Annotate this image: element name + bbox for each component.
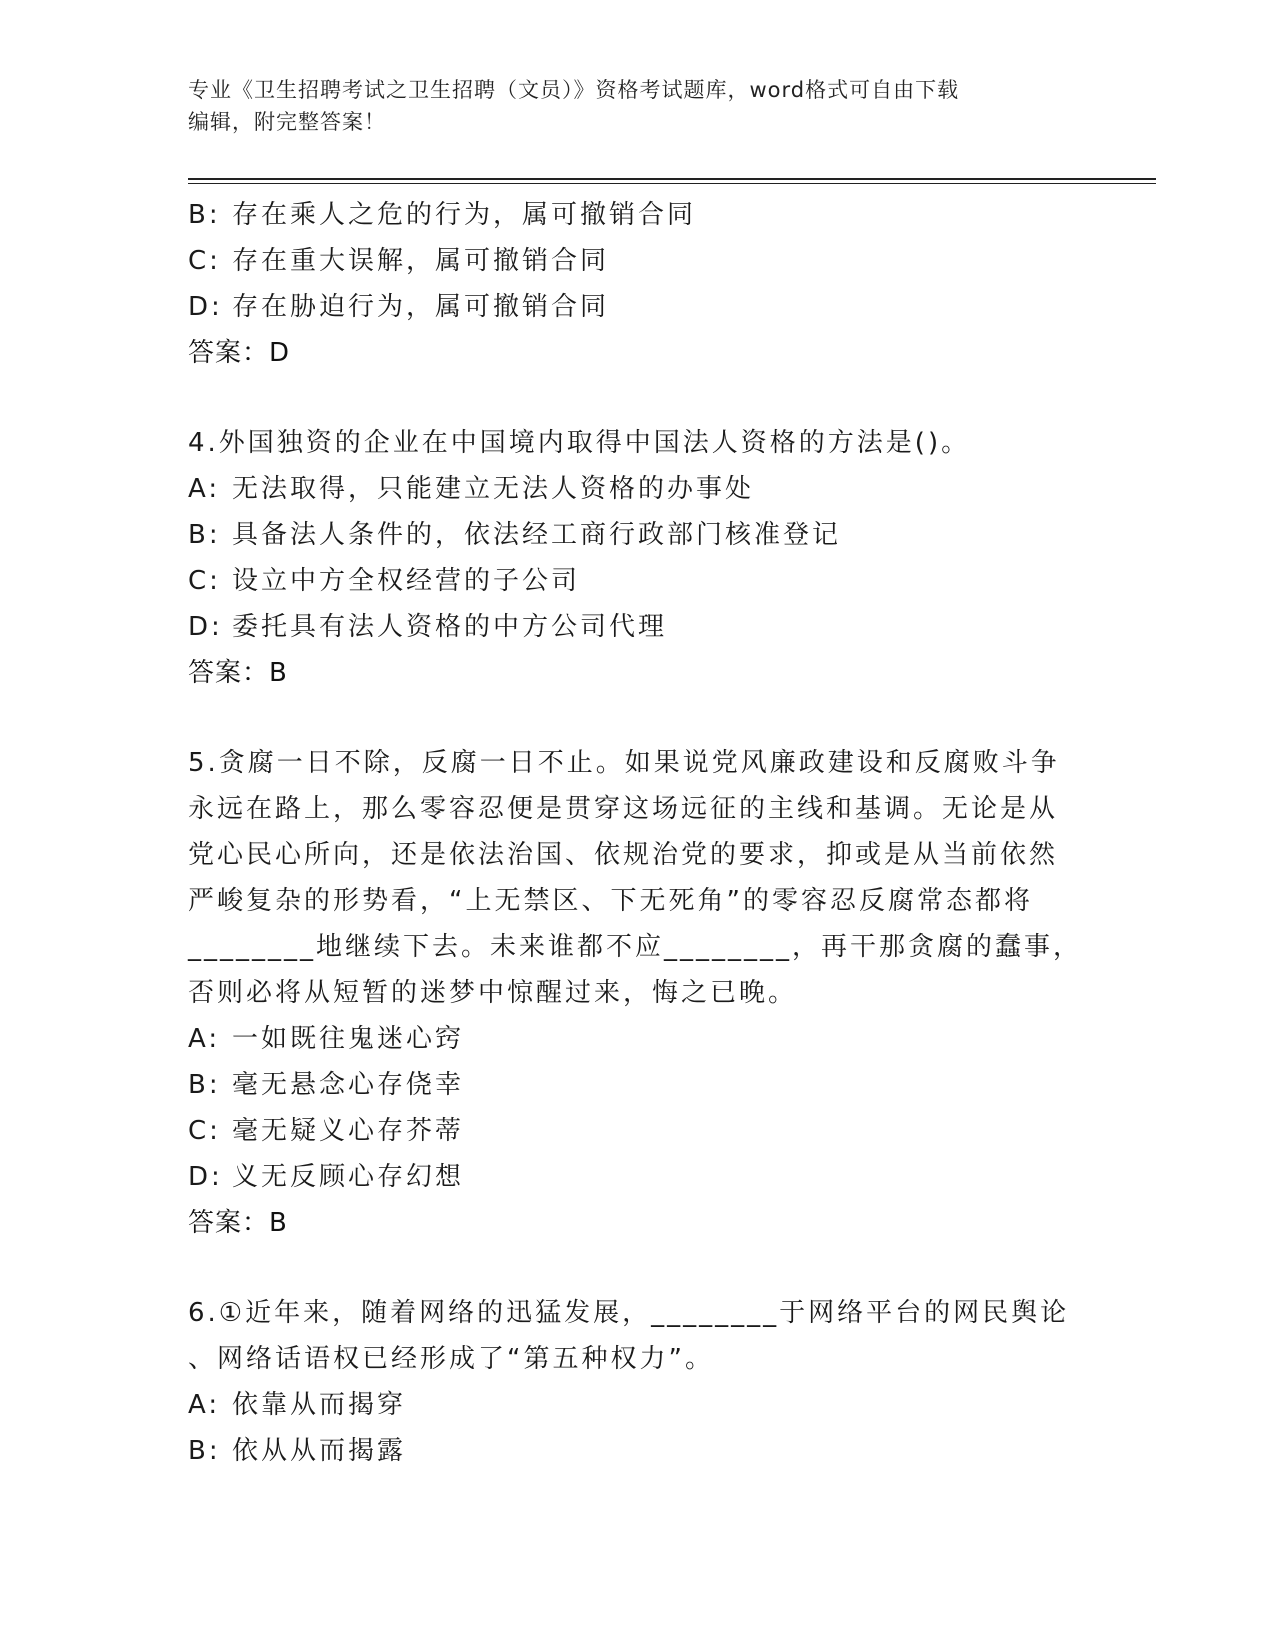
header-divider-thick xyxy=(188,178,1156,180)
question-stem xyxy=(188,740,1083,1016)
option-letter: C: xyxy=(188,566,221,596)
option-text: 设立中方全权经营的子公司 xyxy=(232,566,581,596)
option-d xyxy=(188,284,1068,330)
option-text: 存在胁迫行为，属可撤销合同 xyxy=(232,292,610,322)
option-letter: B: xyxy=(188,1436,221,1466)
option-letter: A: xyxy=(188,1390,221,1420)
option-letter: B: xyxy=(188,200,221,230)
option-letter: A: xyxy=(188,474,221,504)
stem-line: 6.①近年来，随着网络的迅猛发展，________于网络平台的网民舆论 xyxy=(188,1298,1070,1328)
option-letter: C: xyxy=(188,1116,221,1146)
answer: 答案：B xyxy=(188,658,288,688)
header-line-1: 专业《卫生招聘考试之卫生招聘（文员）》资格考试题库，word格式可自由下载 xyxy=(188,78,960,102)
option-text: 委托具有法人资格的中方公司代理 xyxy=(232,612,668,642)
option-c xyxy=(188,558,1068,604)
option-text: 存在乘人之危的行为，属可撤销合同 xyxy=(232,200,697,230)
option-d xyxy=(188,604,1068,650)
option-letter: B: xyxy=(188,1070,221,1100)
option-text: 毫无疑义心存芥蒂 xyxy=(232,1116,465,1146)
option-text: 存在重大误解，属可撤销合同 xyxy=(232,246,610,276)
option-letter: D: xyxy=(188,612,223,642)
header-line-2: 编辑，附完整答案！ xyxy=(188,110,386,134)
question-4 xyxy=(188,420,1068,696)
question-3 xyxy=(188,192,1068,376)
option-a xyxy=(188,1382,1068,1428)
stem-line: 严峻复杂的形势看，“上无禁区、下无死角”的零容忍反腐常态都将 xyxy=(188,886,1033,916)
option-b xyxy=(188,1062,1068,1108)
option-text: 义无反顾心存幻想 xyxy=(232,1162,465,1192)
question-6 xyxy=(188,1290,1068,1474)
option-letter: D: xyxy=(188,292,223,322)
option-d xyxy=(188,1154,1068,1200)
stem-line: ________地继续下去。未来谁都不应________，再干那贪腐的蠢事， xyxy=(188,932,1083,962)
option-c xyxy=(188,1108,1068,1154)
option-letter: B: xyxy=(188,520,221,550)
answer: 答案：D xyxy=(188,338,291,368)
option-letter: A: xyxy=(188,1024,221,1054)
option-c xyxy=(188,238,1068,284)
stem-line: 党心民心所向，还是依法治国、依规治党的要求，抑或是从当前依然 xyxy=(188,840,1059,870)
document-header xyxy=(188,74,1068,138)
option-letter: C: xyxy=(188,246,221,276)
option-text: 依靠从而揭穿 xyxy=(232,1390,407,1420)
option-b xyxy=(188,512,1068,558)
option-b xyxy=(188,1428,1068,1474)
option-text: 毫无悬念心存侥幸 xyxy=(232,1070,465,1100)
option-text: 一如既往鬼迷心窍 xyxy=(232,1024,465,1054)
option-text: 具备法人条件的，依法经工商行政部门核准登记 xyxy=(232,520,842,550)
stem-line: 5.贪腐一日不除，反腐一日不止。如果说党风廉政建设和反腐败斗争 xyxy=(188,748,1060,778)
option-text: 依从从而揭露 xyxy=(232,1436,407,1466)
option-b xyxy=(188,192,1068,238)
stem-line: 否则必将从短暂的迷梦中惊醒过来，悔之已晚。 xyxy=(188,978,798,1008)
header-divider-thin xyxy=(188,183,1156,184)
question-5 xyxy=(188,740,1083,1246)
stem-line: 永远在路上，那么零容忍便是贯穿这场远征的主线和基调。无论是从 xyxy=(188,794,1059,824)
answer: 答案：B xyxy=(188,1208,288,1238)
option-a xyxy=(188,466,1068,512)
question-stem xyxy=(188,1290,1068,1382)
option-text: 无法取得，只能建立无法人资格的办事处 xyxy=(232,474,755,504)
question-content xyxy=(188,192,1083,1474)
option-letter: D: xyxy=(188,1162,223,1192)
option-a xyxy=(188,1016,1068,1062)
question-stem: 4.外国独资的企业在中国境内取得中国法人资格的方法是()。 xyxy=(188,428,971,458)
stem-line: 、网络话语权已经形成了“第五种权力”。 xyxy=(188,1344,714,1374)
